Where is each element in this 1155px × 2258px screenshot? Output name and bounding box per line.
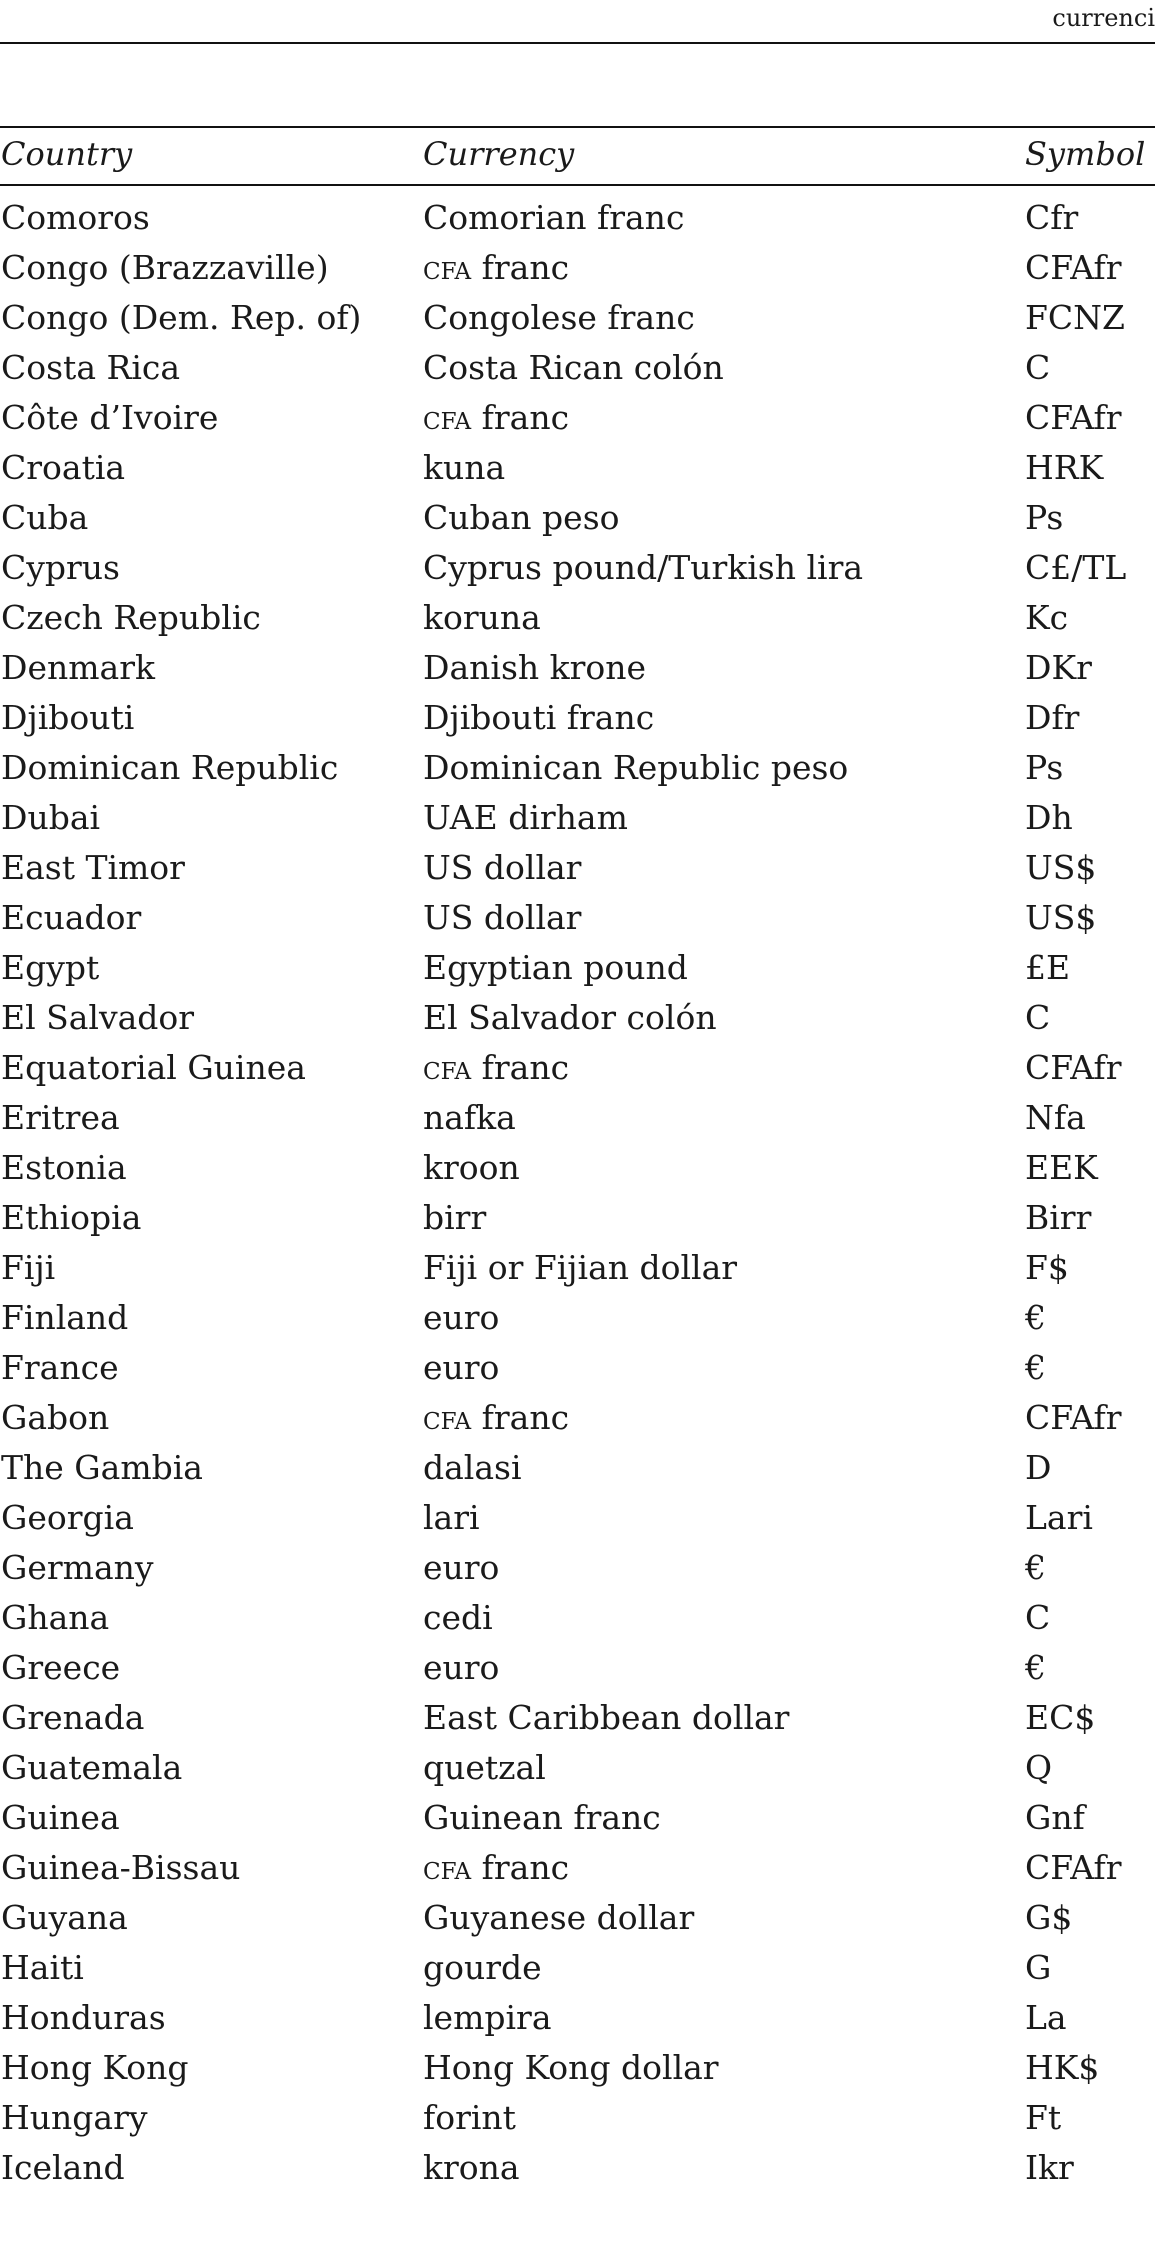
cell-symbol: € xyxy=(1025,1648,1046,1687)
cell-symbol: Birr xyxy=(1025,1198,1092,1237)
cell-symbol: Lari xyxy=(1025,1498,1093,1537)
cell-symbol: F$ xyxy=(1025,1248,1069,1287)
cell-currency: birr xyxy=(423,1198,487,1237)
cell-country: Dominican Republic xyxy=(1,748,339,787)
cell-currency: Costa Rican colón xyxy=(423,348,724,387)
cell-country: Egypt xyxy=(1,948,100,987)
cell-currency: Dominican Republic peso xyxy=(423,748,849,787)
cell-currency: UAE dirham xyxy=(423,798,628,837)
cell-symbol: HRK xyxy=(1025,448,1104,487)
cell-country: Hungary xyxy=(1,2098,148,2137)
table-row xyxy=(0,493,1155,543)
cell-symbol: € xyxy=(1025,1298,1046,1337)
table-body xyxy=(0,186,1155,2193)
cell-country: Eritrea xyxy=(1,1098,120,1137)
cell-country: East Timor xyxy=(1,848,185,887)
table-row xyxy=(0,393,1155,443)
cell-symbol: US$ xyxy=(1025,848,1097,887)
cell-currency: Fiji or Fijian dollar xyxy=(423,1248,738,1287)
cell-symbol: G$ xyxy=(1025,1898,1073,1937)
table-row xyxy=(0,1993,1155,2043)
cell-country: Cuba xyxy=(1,498,89,537)
table-row xyxy=(0,1143,1155,1193)
cell-currency: Cyprus pound/Turkish lira xyxy=(423,548,864,587)
cell-symbol: Ft xyxy=(1025,2098,1062,2137)
cell-currency: East Caribbean dollar xyxy=(423,1698,790,1737)
cell-symbol: CFAfr xyxy=(1025,1048,1122,1087)
cell-symbol: CFAfr xyxy=(1025,248,1122,287)
cell-country: Fiji xyxy=(1,1248,56,1287)
cell-currency: cfa franc xyxy=(423,1048,570,1087)
cell-currency: US dollar xyxy=(423,898,582,937)
table-row xyxy=(0,2143,1155,2193)
cell-country: France xyxy=(1,1348,119,1387)
cell-country: Guinea-Bissau xyxy=(1,1848,241,1887)
table-row xyxy=(0,1643,1155,1693)
cell-country: Côte d’Ivoire xyxy=(1,398,219,437)
cell-currency: Cuban peso xyxy=(423,498,620,537)
table-row xyxy=(0,1193,1155,1243)
cell-country: Germany xyxy=(1,1548,154,1587)
cell-currency: Congolese franc xyxy=(423,298,695,337)
cell-country: Iceland xyxy=(1,2148,125,2187)
table-row xyxy=(0,1243,1155,1293)
table-row xyxy=(0,543,1155,593)
table-row xyxy=(0,1343,1155,1393)
cell-country: Ghana xyxy=(1,1598,110,1637)
table-row xyxy=(0,743,1155,793)
cell-symbol: US$ xyxy=(1025,898,1097,937)
table-row xyxy=(0,893,1155,943)
cell-currency: koruna xyxy=(423,598,541,637)
table-row xyxy=(0,993,1155,1043)
cell-symbol: Ps xyxy=(1025,748,1064,787)
table-row xyxy=(0,843,1155,893)
cell-country: Ecuador xyxy=(1,898,142,937)
cell-country: Denmark xyxy=(1,648,155,687)
cell-symbol: C xyxy=(1025,348,1051,387)
table-row xyxy=(0,1693,1155,1743)
table-row xyxy=(0,2093,1155,2143)
cell-symbol: Dh xyxy=(1025,798,1073,837)
cell-symbol: EEK xyxy=(1025,1148,1098,1187)
header-country: Country xyxy=(1,135,133,173)
table-row xyxy=(0,693,1155,743)
table-row xyxy=(0,1093,1155,1143)
table-row xyxy=(0,343,1155,393)
table-row xyxy=(0,793,1155,843)
cell-country: Georgia xyxy=(1,1498,134,1537)
cell-country: Estonia xyxy=(1,1148,127,1187)
cell-currency: cfa franc xyxy=(423,1398,570,1437)
cell-symbol: C xyxy=(1025,1598,1051,1637)
cell-country: The Gambia xyxy=(1,1448,203,1487)
cell-currency: US dollar xyxy=(423,848,582,887)
cell-country: Greece xyxy=(1,1648,121,1687)
running-head-text: currenci xyxy=(1052,4,1155,32)
cell-country: Gabon xyxy=(1,1398,110,1437)
cell-currency: lari xyxy=(423,1498,480,1537)
table-row xyxy=(0,643,1155,693)
cell-country: Czech Republic xyxy=(1,598,261,637)
cell-symbol: La xyxy=(1025,1998,1067,2037)
cell-symbol: CFAfr xyxy=(1025,1848,1122,1887)
currency-table xyxy=(0,126,1155,2193)
cell-symbol: FCNZ xyxy=(1025,298,1125,337)
cell-currency: El Salvador colón xyxy=(423,998,717,1037)
cell-currency: Egyptian pound xyxy=(423,948,688,987)
cell-currency: forint xyxy=(423,2098,516,2137)
cell-currency: Guyanese dollar xyxy=(423,1898,695,1937)
cell-currency: kroon xyxy=(423,1148,520,1187)
cell-currency: Danish krone xyxy=(423,648,647,687)
table-row xyxy=(0,193,1155,243)
cell-symbol: € xyxy=(1025,1548,1046,1587)
cell-currency: dalasi xyxy=(423,1448,522,1487)
cell-currency: euro xyxy=(423,1548,500,1587)
cell-country: Finland xyxy=(1,1298,129,1337)
table-row xyxy=(0,1743,1155,1793)
table-row xyxy=(0,2043,1155,2093)
table-row xyxy=(0,943,1155,993)
table-row xyxy=(0,1043,1155,1093)
cell-symbol: Dfr xyxy=(1025,698,1080,737)
cell-country: Hong Kong xyxy=(1,2048,189,2087)
cell-country: Congo (Dem. Rep. of) xyxy=(1,298,362,337)
cell-country: Congo (Brazzaville) xyxy=(1,248,329,287)
cell-symbol: G xyxy=(1025,1948,1052,1987)
cell-currency: Comorian franc xyxy=(423,198,685,237)
cell-symbol: Ps xyxy=(1025,498,1064,537)
cell-country: Honduras xyxy=(1,1998,166,2037)
cell-symbol: Kc xyxy=(1025,598,1069,637)
table-row xyxy=(0,1943,1155,1993)
table-row xyxy=(0,1543,1155,1593)
cell-symbol: Q xyxy=(1025,1748,1053,1787)
table-row xyxy=(0,1793,1155,1843)
cell-currency: Djibouti franc xyxy=(423,698,655,737)
table-row xyxy=(0,443,1155,493)
cell-currency: cedi xyxy=(423,1598,493,1637)
cell-currency: Guinean franc xyxy=(423,1798,661,1837)
table-row xyxy=(0,1593,1155,1643)
table-row xyxy=(0,1843,1155,1893)
cell-country: Guatemala xyxy=(1,1748,183,1787)
cell-symbol: D xyxy=(1025,1448,1052,1487)
cell-symbol: C xyxy=(1025,998,1051,1037)
cell-symbol: EC$ xyxy=(1025,1698,1096,1737)
table-header-row xyxy=(0,128,1155,186)
cell-country: Dubai xyxy=(1,798,101,837)
cell-symbol: Gnf xyxy=(1025,1798,1085,1837)
table-row xyxy=(0,1443,1155,1493)
cell-country: El Salvador xyxy=(1,998,195,1037)
cell-country: Croatia xyxy=(1,448,126,487)
cell-symbol: Nfa xyxy=(1025,1098,1086,1137)
header-symbol: Symbol xyxy=(1025,135,1146,173)
running-head xyxy=(0,0,1155,44)
cell-country: Costa Rica xyxy=(1,348,181,387)
cell-symbol: € xyxy=(1025,1348,1046,1387)
table-row xyxy=(0,1293,1155,1343)
cell-symbol: Ikr xyxy=(1025,2148,1074,2187)
cell-country: Guyana xyxy=(1,1898,128,1937)
cell-currency: gourde xyxy=(423,1948,542,1987)
cell-currency: euro xyxy=(423,1648,500,1687)
cell-symbol: HK$ xyxy=(1025,2048,1100,2087)
cell-country: Guinea xyxy=(1,1798,120,1837)
table-row xyxy=(0,293,1155,343)
cell-currency: quetzal xyxy=(423,1748,546,1787)
cell-country: Haiti xyxy=(1,1948,84,1987)
cell-currency: lempira xyxy=(423,1998,552,2037)
cell-symbol: £E xyxy=(1025,948,1071,987)
table-row xyxy=(0,1893,1155,1943)
cell-symbol: CFAfr xyxy=(1025,398,1122,437)
cell-currency: kuna xyxy=(423,448,506,487)
cell-symbol: CFAfr xyxy=(1025,1398,1122,1437)
table-row xyxy=(0,1393,1155,1443)
cell-currency: cfa franc xyxy=(423,248,570,287)
cell-currency: nafka xyxy=(423,1098,516,1137)
cell-symbol: DKr xyxy=(1025,648,1092,687)
cell-currency: krona xyxy=(423,2148,520,2187)
cell-currency: cfa franc xyxy=(423,398,570,437)
cell-country: Comoros xyxy=(1,198,150,237)
cell-country: Grenada xyxy=(1,1698,145,1737)
cell-country: Equatorial Guinea xyxy=(1,1048,306,1087)
cell-symbol: C£/TL xyxy=(1025,548,1127,587)
cell-country: Djibouti xyxy=(1,698,135,737)
cell-currency: euro xyxy=(423,1298,500,1337)
table-row xyxy=(0,243,1155,293)
cell-country: Cyprus xyxy=(1,548,120,587)
table-row xyxy=(0,1493,1155,1543)
cell-currency: euro xyxy=(423,1348,500,1387)
cell-country: Ethiopia xyxy=(1,1198,142,1237)
cell-currency: Hong Kong dollar xyxy=(423,2048,719,2087)
header-currency: Currency xyxy=(423,135,575,173)
cell-currency: cfa franc xyxy=(423,1848,570,1887)
cell-symbol: Cfr xyxy=(1025,198,1079,237)
table-row xyxy=(0,593,1155,643)
